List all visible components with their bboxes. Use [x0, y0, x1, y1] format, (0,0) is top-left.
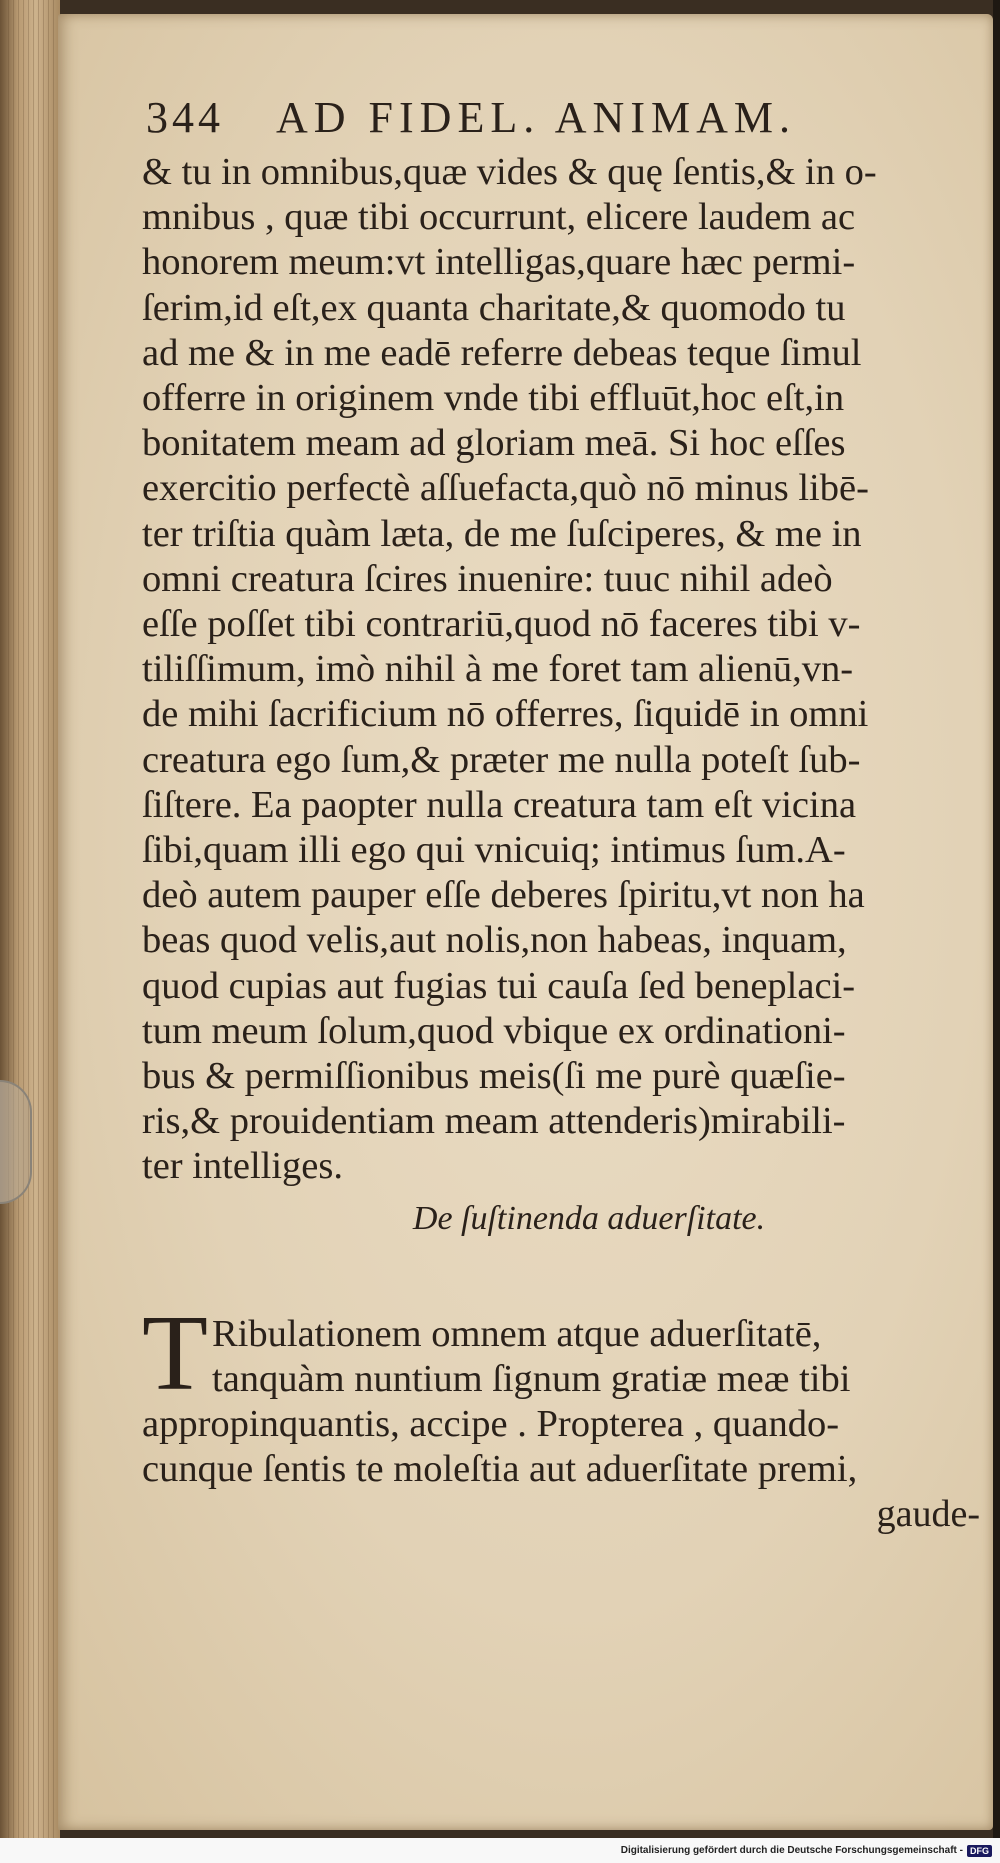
text-line: deò autem pauper eſſe deberes ſpiritu,vt non ha	[142, 874, 865, 917]
text-line: offerre in originem vnde tibi effluūt,hoc eſt,in	[142, 377, 845, 420]
text-line: cunque ſentis te moleſtia aut aduerſitate premi,	[142, 1448, 858, 1491]
page-number: 344	[146, 93, 224, 142]
text-line: ſerim,id eſt,ex quanta charitate,& quomodo tu	[142, 286, 846, 329]
dfg-logo: DFG	[967, 1845, 992, 1857]
text-line: appropinquantis, accipe . Propterea , quando-	[142, 1403, 840, 1446]
text-line: ter triſtia quàm læta, de me ſuſciperes, & me in	[142, 512, 862, 555]
text-line: ſiſtere. Ea paopter nulla creatura tam eſt vicina	[142, 783, 857, 826]
text-line: de mihi ſacrificium nō offerres, ſiquidē in omni	[142, 693, 869, 736]
text-line: ad me & in me eadē referre debeas teque ſimul	[142, 331, 862, 374]
text-line: exercitio perfectè aſſuefacta,quò nō minus libē-	[142, 467, 869, 510]
drop-capital: T	[142, 1293, 208, 1413]
body-text	[84, 150, 974, 1190]
text-line: tiliſſimum, imò nihil à me foret tam alienū,vn-	[142, 648, 854, 691]
text-line: creatura ego ſum,& præter me nulla poteſt ſub-	[142, 738, 861, 781]
text-line: honorem meum:vt intelligas,quare hæc permi-	[142, 241, 856, 284]
text-line: ter intelliges.	[142, 1145, 343, 1188]
text-line: bus & permiſſionibus meis(ſi me purè quæſie-	[142, 1055, 846, 1098]
text-line: Ribulationem omnem atque aduerſitatē,	[212, 1312, 822, 1355]
text-line: bonitatem meam ad gloriam meā. Si hoc eſſes	[142, 422, 846, 465]
page-text	[84, 92, 980, 1537]
digitization-footer	[0, 1838, 1000, 1863]
text-line: & tu in omnibus,quæ vides & quę ſentis,& in o-	[142, 151, 877, 193]
text-line: eſſe poſſet tibi contrariū,quod nō faceres tibi v-	[142, 603, 861, 646]
gutter-shadow	[993, 0, 1000, 1838]
text-line: omni creatura ſcires inuenire: tuuc nihil adeò	[142, 557, 833, 600]
funding-credit: Digitalisierung gefördert durch die Deutsche Forschungsgemeinschaft -	[620, 1845, 963, 1856]
text-line: tanquàm nuntium ſignum gratiæ meæ tibi	[212, 1357, 851, 1400]
section-text	[84, 1293, 980, 1538]
text-line: ſibi,quam illi ego qui vnicuiq; intimus ſum.A-	[142, 829, 846, 872]
text-line: beas quod velis,aut nolis,non habeas, inquam,	[142, 919, 847, 962]
text-line: quod cupias aut fugias tui cauſa ſed beneplaci-	[142, 964, 856, 1007]
text-line: tum meum ſolum,quod vbique ex ordinationi-	[142, 1009, 846, 1052]
page-clip	[0, 1080, 32, 1204]
running-head: AD FIDEL. ANIMAM.	[276, 93, 796, 142]
text-line: mnibus , quæ tibi occurrunt, elicere laudem ac	[142, 196, 856, 239]
section-heading: De ſuſtinenda aduerſitate.	[412, 1199, 766, 1237]
page-edge-stack	[8, 0, 56, 1838]
page-header	[146, 92, 974, 150]
catchword: gaude-	[876, 1493, 980, 1536]
text-line: ris,& prouidentiam meam attenderis)mirabili-	[142, 1100, 846, 1143]
